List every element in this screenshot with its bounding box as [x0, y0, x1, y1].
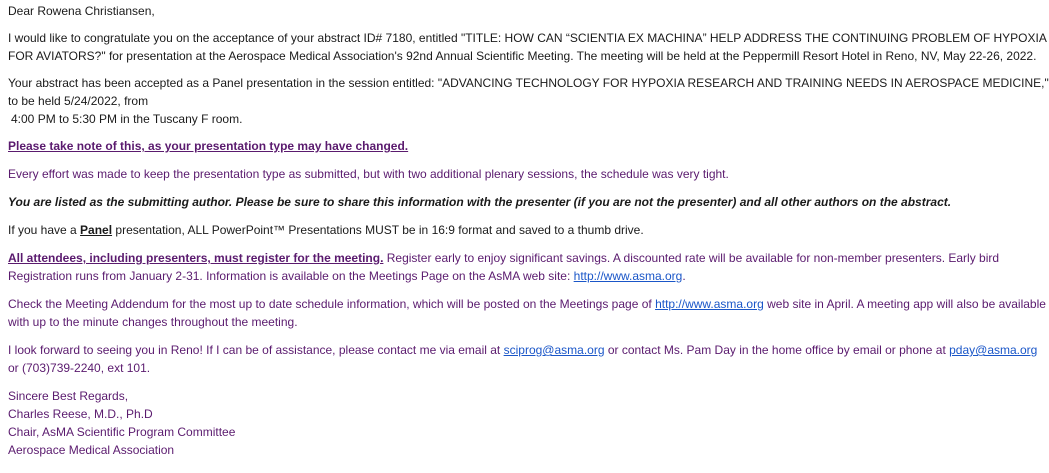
- contact-text-a: I look forward to seeing you in Reno! If I can be of assistance, please contact me via email at: [8, 343, 504, 357]
- addendum-line-2: with up to the minute changes throughout the meeting.: [8, 315, 298, 329]
- panel-prefix: If you have a: [8, 223, 81, 237]
- panel-word: Panel: [80, 223, 113, 237]
- contact-text-b: or contact Ms. Pam Day in the home office by email or phone at: [604, 343, 950, 357]
- register-heading: All attendees, including presenters, must register for the meeting.: [8, 251, 384, 265]
- contact-line-2: or (703)739-2240, ext 101.: [8, 361, 151, 375]
- signature-closing: Sincere Best Regards,: [8, 389, 129, 403]
- submitting-author-notice: You are listed as the submitting author. Please be sure to share this information with the presenter (if you are not the presenter) and all other authors on the abstract.: [8, 195, 952, 209]
- presentation-type-note: Please take note of this, as your presentation type may have changed.: [8, 139, 409, 153]
- register-line-2-end: .: [682, 269, 686, 283]
- panel-paragraph: [8, 221, 644, 239]
- addendum-line-1: [8, 295, 1046, 313]
- register-text: Register early to enjoy significant savings. A discounted rate will be available for non-member presenters. Early bird: [383, 251, 1000, 265]
- signature-org: Aerospace Medical Association: [8, 443, 175, 457]
- session-line-1: Your abstract has been accepted as a Panel presentation in the session entitled: "ADVANCING TECHNOLOGY FOR HYPOXIA RESEARCH AND TRAINING NEEDS IN AEROSPACE MEDICINE,": [8, 76, 1049, 90]
- panel-suffix: presentation, ALL PowerPoint™ Presentations MUST be in 16:9 format and saved to a thumb drive.: [112, 223, 644, 237]
- pday-email-link[interactable]: pday@asma.org: [949, 343, 1038, 357]
- session-line-2: to be held 5/24/2022, from: [8, 94, 149, 108]
- register-line-1: [8, 249, 999, 267]
- asma-link-addendum[interactable]: http://www.asma.org: [655, 297, 764, 311]
- congrats-line-1: I would like to congratulate you on the acceptance of your abstract ID# 7180, entitled "TITLE: HOW CAN “SCIENTIA EX MACHINA” HELP ADDRESS THE CONTINUING PROBLEM OF HYPOXIA: [8, 31, 1047, 45]
- register-line-2-text: Registration runs from January 2-31. Information is available on the Meetings Page on the AsMA web site:: [8, 269, 574, 283]
- addendum-end: web site in April. A meeting app will also be available: [763, 297, 1046, 311]
- effort-paragraph: Every effort was made to keep the presentation type as submitted, but with two additional plenary sessions, the schedule was very tight.: [8, 167, 729, 181]
- contact-line-1: [8, 341, 1037, 359]
- addendum-text: Check the Meeting Addendum for the most up to date schedule information, which will be posted on the Meetings page of: [8, 297, 656, 311]
- session-line-3: 4:00 PM to 5:30 PM in the Tuscany F room.: [11, 112, 243, 126]
- signature-title: Chair, AsMA Scientific Program Committee: [8, 425, 236, 439]
- congrats-line-2: FOR AVIATORS?" for presentation at the Aerospace Medical Association's 92nd Annual Scientific Meeting. The meeting will be held at the Peppermill Resort Hotel in Reno, NV, May 22-26, 2022.: [8, 49, 1037, 63]
- asma-link-register[interactable]: http://www.asma.org: [573, 269, 683, 283]
- greeting: Dear Rowena Christiansen,: [8, 4, 155, 18]
- signature-name: Charles Reese, M.D., Ph.D: [8, 407, 153, 421]
- register-line-2: [8, 267, 686, 285]
- sciprog-email-link[interactable]: sciprog@asma.org: [503, 343, 605, 357]
